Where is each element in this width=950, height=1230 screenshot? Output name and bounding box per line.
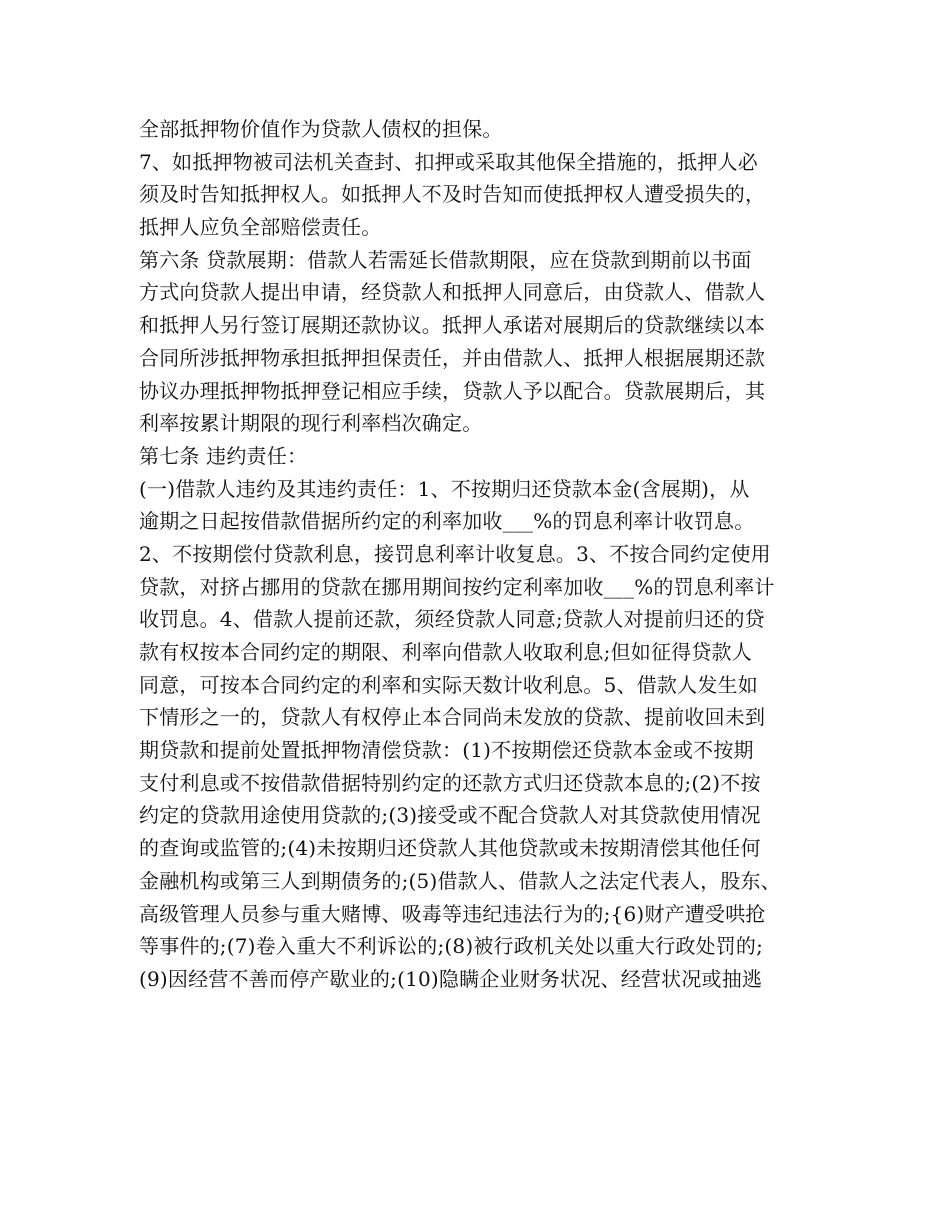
text-line: 利率按累计期限的现行利率档次确定。 bbox=[139, 411, 483, 436]
text-line: 下情形之一的，贷款人有权停止本合同尚未发放的贷款、提前收回未到 bbox=[139, 705, 766, 730]
section-heading-line: 第七条 违约责任： bbox=[139, 443, 308, 468]
text-line: 约定的贷款用途使用贷款的;(3)接受或不配合贷款人对其贷款使用情况 bbox=[139, 803, 761, 828]
text-line: 金融机构或第三人到期债务的;(5)借款人、借款人之法定代表人，股东、 bbox=[139, 868, 781, 893]
text-line: 收罚息。4、借款人提前还款，须经贷款人同意;贷款人对提前归还的贷 bbox=[139, 607, 765, 632]
text-line: 协议办理抵押物抵押登记相应手续，贷款人予以配合。贷款展期后，其 bbox=[139, 378, 766, 403]
contract-text bbox=[139, 113, 839, 996]
text-line: 等事件的;(7)卷入重大不利诉讼的;(8)被行政机关处以重大行政处罚的; bbox=[139, 934, 764, 959]
text-line: 合同所涉抵押物承担抵押担保责任，并由借款人、抵押人根据展期还款 bbox=[139, 345, 766, 370]
text-line: (一)借款人违约及其违约责任：1、不按期归还贷款本金(含展期)，从 bbox=[139, 476, 750, 501]
text-line: 款有权按本合同约定的期限、利率向借款人收取利息;但如征得贷款人 bbox=[139, 640, 752, 664]
text-line: 期贷款和提前处置抵押物清偿贷款：(1)不按期偿还贷款本金或不按期 bbox=[139, 738, 754, 763]
text-line: 逾期之日起按借款借据所约定的利率加收___%的罚息利率计收罚息。 bbox=[139, 509, 755, 534]
text-line: 同意，可按本合同约定的利率和实际天数计收利息。5、借款人发生如 bbox=[139, 672, 758, 697]
section-heading-line: 第六条 贷款展期：借款人若需延长借款期限，应在贷款到期前以书面 bbox=[139, 247, 752, 272]
text-line: 支付利息或不按借款借据特别约定的还款方式归还贷款本息的;(2)不按 bbox=[139, 770, 761, 795]
text-line: 2、不按期偿付贷款利息，接罚息利率计收复息。3、不按合同约定使用 bbox=[139, 541, 771, 566]
text-line: 全部抵押物价值作为贷款人债权的担保。 bbox=[139, 117, 503, 141]
text-line: 贷款，对挤占挪用的贷款在挪用期间按约定利率加收___%的罚息利率计 bbox=[139, 574, 775, 599]
text-line: (9)因经营不善而停产歇业的;(10)隐瞒企业财务状况、经营状况或抽逃 bbox=[139, 966, 763, 991]
text-line: 和抵押人另行签订展期还款协议。抵押人承诺对展期后的贷款继续以本 bbox=[139, 313, 766, 338]
text-line: 方式向贷款人提出申请，经贷款人和抵押人同意后，由贷款人、借款人 bbox=[139, 280, 766, 305]
text-line: 须及时告知抵押权人。如抵押人不及时告知而使抵押权人遭受损失的， bbox=[139, 182, 766, 207]
text-line: 的查询或监管的;(4)未按期归还贷款人其他贷款或未按期清偿其他任何 bbox=[139, 836, 761, 861]
text-line: 高级管理人员参与重大赌博、吸毒等违纪违法行为的;{6)财产遭受哄抢 bbox=[139, 901, 766, 926]
text-line: 抵押人应负全部赔偿责任。 bbox=[139, 215, 382, 240]
text-line: 7、如抵押物被司法机关查封、扣押或采取其他保全措施的，抵押人必 bbox=[139, 149, 758, 174]
